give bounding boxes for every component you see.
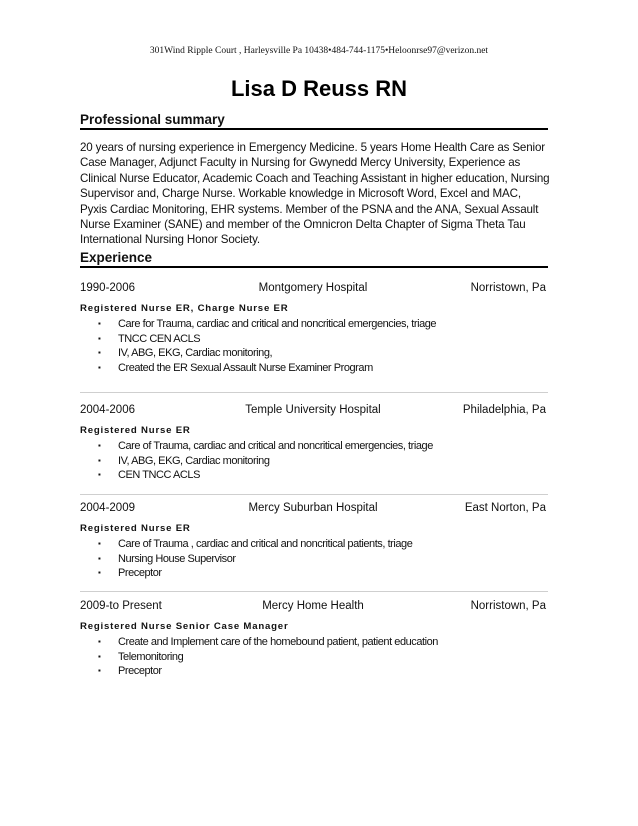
job-employer: Montgomery Hospital — [258, 282, 368, 294]
bullet-icon: ▪ — [98, 470, 101, 479]
job-entry — [80, 404, 546, 483]
job-role: Registered Nurse ER, Charge Nurse ER — [80, 303, 289, 314]
bullet-icon: ▪ — [98, 319, 101, 328]
duty-text: Care of Trauma , cardiac and critical and noncritical patients, triage — [118, 538, 413, 550]
bullet-icon: ▪ — [98, 568, 101, 577]
duty-text: Preceptor — [118, 665, 162, 677]
job-divider — [80, 392, 548, 393]
job-dates: 2009-to Present — [80, 600, 162, 612]
duty-item — [80, 439, 546, 454]
duty-list — [80, 635, 546, 679]
bullet-icon: ▪ — [98, 651, 101, 661]
duty-item — [80, 468, 546, 483]
job-role: Registered Nurse Senior Case Manager — [80, 621, 289, 632]
duty-text: Create and Implement care of the homebound patient, patient education — [118, 636, 438, 648]
job-location: Philadelphia, Pa — [462, 404, 546, 416]
summary-heading: Professional summary — [80, 112, 548, 130]
bullet-icon: ▪ — [98, 362, 101, 372]
experience-heading: Experience — [80, 250, 548, 268]
duty-item — [80, 537, 546, 552]
bullet-icon: ▪ — [98, 539, 101, 548]
job-entry — [80, 282, 546, 375]
duty-text: TNCC CEN ACLS — [118, 332, 201, 345]
job-header — [80, 502, 546, 518]
duty-text: Care of Trauma, cardiac and critical and noncritical emergencies, triage — [118, 440, 433, 452]
job-employer: Temple University Hospital — [245, 404, 381, 416]
candidate-name: Lisa D Reuss RN — [230, 76, 408, 101]
duty-text: Telemonitoring — [118, 650, 184, 663]
duty-list — [80, 537, 546, 581]
job-employer: Mercy Suburban Hospital — [248, 502, 378, 514]
job-employer: Mercy Home Health — [262, 600, 364, 612]
job-location: Norristown, Pa — [470, 600, 546, 612]
job-header — [80, 600, 546, 616]
job-divider — [80, 591, 548, 592]
job-entry — [80, 600, 546, 679]
duty-item — [80, 332, 546, 347]
bullet-icon: ▪ — [98, 455, 101, 465]
job-role: Registered Nurse ER — [80, 425, 191, 436]
job-location: East Norton, Pa — [464, 502, 546, 514]
job-entry — [80, 502, 546, 581]
duty-item — [80, 454, 546, 469]
bullet-icon: ▪ — [98, 553, 101, 563]
job-dates: 2004-2009 — [80, 502, 135, 514]
duty-item — [80, 650, 546, 665]
duty-item — [80, 664, 546, 679]
duty-item — [80, 361, 546, 376]
job-header — [80, 404, 546, 420]
bullet-icon: ▪ — [98, 637, 101, 646]
duty-item — [80, 552, 546, 567]
duty-text: Preceptor — [118, 567, 162, 579]
duty-text: CEN TNCC ACLS — [118, 469, 200, 481]
summary-text: 20 years of nursing experience in Emergency Medicine. 5 years Home Health Care as Senior Case Manager, Adjunct Faculty in Nursing for Gwynedd Mercy University, Experience as Clinical Nurse Educator, Academic Coach and Teaching Assistant in higher education, Nursing Supervisor and, Charge Nurse. Workable knowledge in Microsoft Word, Excel and MAC, Pyxis Cardiac Monitoring, EHR systems. Member of the PSNA and the ANA, Sexual Assault Nurse Examiner (SANE) and member of the Omnicron Delta Chapter of Sigma Theta Tau International Nursing Honor Society. — [80, 141, 550, 247]
duty-text: Created the ER Sexual Assault Nurse Examiner Program — [118, 361, 373, 374]
bullet-icon: ▪ — [98, 348, 101, 357]
job-dates: 2004-2006 — [80, 404, 135, 416]
duty-item — [80, 635, 546, 650]
duty-text: IV, ABG, EKG, Cardiac monitoring, — [118, 347, 273, 359]
duty-item — [80, 346, 546, 361]
duty-item — [80, 317, 546, 332]
duty-text: IV, ABG, EKG, Cardiac monitoring — [118, 454, 270, 467]
bullet-icon: ▪ — [98, 441, 101, 450]
job-location: Norristown, Pa — [470, 282, 546, 294]
bullet-icon: ▪ — [98, 666, 101, 675]
bullet-icon: ▪ — [98, 333, 101, 343]
duty-text: Nursing House Supervisor — [118, 552, 236, 565]
duty-text: Care for Trauma, cardiac and critical and noncritical emergencies, triage — [118, 318, 437, 330]
duty-item — [80, 566, 546, 581]
duty-list — [80, 439, 546, 483]
contact-line: 301Wind Ripple Court , Harleysville Pa 10438•484-744-1175•Heloonrse97@verizon.net — [149, 46, 489, 56]
job-header — [80, 282, 546, 298]
job-divider — [80, 494, 548, 495]
duty-list — [80, 317, 546, 375]
job-role: Registered Nurse ER — [80, 523, 191, 534]
job-dates: 1990-2006 — [80, 282, 135, 294]
